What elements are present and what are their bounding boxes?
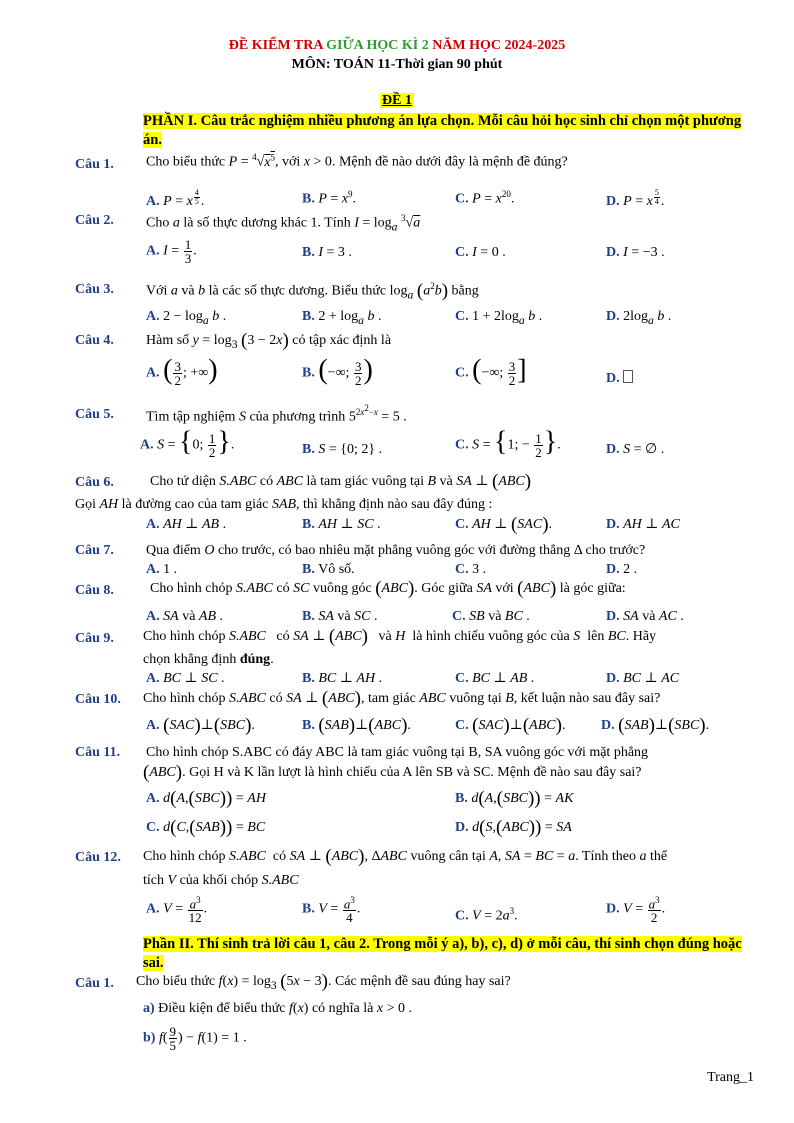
q3-option-a[interactable]: A. $2 - \log_a b$ . [146,309,227,327]
q11-option-a[interactable]: A. d(A,(SBC)) = AH [146,788,266,809]
part1-heading: PHẦN I. Câu trắc nghiệm nhiều phương án lựa chọn. Mỗi câu hỏi học sinh chỉ chọn một phương án. [143,113,742,148]
question-8-text: Cho hình chóp S.ABC có SC vuông góc (ABC). Góc giữa SA với (ABC) là góc giữa: [150,578,626,599]
question-6-label: Câu 6. [75,475,114,490]
q11-option-c[interactable]: C. d(C,(SAB)) = BC [146,817,266,838]
q9-option-b[interactable]: B. BC ⊥ AH . [302,671,383,686]
question-12-line2: tích V của khối chóp S.ABC [143,873,299,888]
question-12-text: Cho hình chóp S.ABC có SA ⊥ (ABC), ΔABC vuông cân tại A, SA = BC = a. Tính theo a thể [143,846,668,867]
q9-option-d[interactable]: D. BC ⊥ AC [606,671,680,686]
question-2-text: Cho a là số thực dương khác 1. Tính $I = \log_a ^3√a$ [146,213,421,234]
q7-option-c[interactable]: C. 3 . [455,562,487,577]
q4-option-c[interactable]: C. (−∞; $\frac{3}{2}$ ] [455,354,527,388]
q8-option-b[interactable]: B. SA và SC . [302,609,378,624]
q7-option-d[interactable]: D. 2 . [606,562,638,577]
q4-option-b[interactable]: B. (−∞; $\frac{3}{2}$ ) [302,354,373,388]
question-11-line2: (ABC). Gọi H và K lần lượt là hình chiếu của A lên SB và SC. Mệnh đề nào sau đây sai? [143,762,642,783]
question-9-label: Câu 9. [75,631,114,646]
q2-option-a[interactable]: A. I = $\frac{1}{3}$ . [146,237,197,266]
question-1-text: Cho biểu thức $P = ^4√x^5$, với x > 0. Mệnh đề nào dưới đây là mệnh đề đúng? [146,152,568,170]
q2-option-d[interactable]: D. I = −3 . [606,245,665,260]
question-7-label: Câu 7. [75,543,114,558]
q5-option-b[interactable]: B. S = {0; 2} . [302,442,383,457]
part2-q1-item-b[interactable]: b) f( $\frac{9}{5}$ ) − f(1) = 1 . [143,1024,247,1053]
q10-option-c[interactable]: C. (SAC)⊥(ABC). [455,715,566,736]
q8-option-d[interactable]: D. SA và AC . [606,609,684,624]
question-9-line2: chọn khẳng định đúng. [143,652,274,667]
part2-question-1-text: Cho biểu thức $f(x) = \log_3 (5x - 3)$. Các mệnh đề sau đúng hay sai? [136,971,511,992]
q6-option-c[interactable]: C. AH ⊥ (SAC). [455,514,553,535]
q2-option-b[interactable]: B. I = 3 . [302,245,352,260]
q7-option-a[interactable]: A. 1 . [146,562,178,577]
q6-option-b[interactable]: B. AH ⊥ SC . [302,517,381,532]
question-2-label: Câu 2. [75,213,114,228]
q5-option-a[interactable]: A. S = {0; $\frac{1}{2}$ }. [140,426,235,460]
question-6-line2: Gọi AH là đường cao của tam giác SAB, thì khẳng định nào sau đây đúng : [75,497,493,512]
q5-option-c[interactable]: C. S = {1; − $\frac{1}{2}$ }. [455,426,561,460]
question-12-label: Câu 12. [75,850,121,865]
q4-option-d[interactable]: D. [606,370,633,388]
question-6-text: Cho tứ diện S.ABC có ABC là tam giác vuông tại B và SA ⊥ (ABC) [150,471,532,492]
question-5-label: Câu 5. [75,407,114,422]
question-10-text: Cho hình chóp S.ABC có SA ⊥ (ABC), tam giác ABC vuông tại B, kết luận nào sau đây sai? [143,688,661,709]
question-5-text: Tìm tập nghiệm S của phương trình $5^{2x^2-x} = 5$ . [146,403,407,425]
question-4-label: Câu 4. [75,333,114,348]
question-7-text: Qua điểm O cho trước, có bao nhiêu mặt phẳng vuông góc với đường thẳng Δ cho trước? [146,543,646,558]
q1-option-a[interactable]: A. P = x $^{\frac{4}{5}}$ . [146,188,205,210]
q1-option-b[interactable]: B. $P = x^9$. [302,189,357,207]
q3-option-c[interactable]: C. $1 + 2\log_a$ b . [455,309,543,327]
q1-option-d[interactable]: D. P = x $^{\frac{5}{4}}$ . [606,188,665,210]
exam-subject: MÔN: TOÁN 11-Thời gian 90 phút [291,57,503,72]
question-1-label: Câu 1. [75,157,114,172]
q6-option-a[interactable]: A. AH ⊥ AB . [146,517,227,532]
question-3-label: Câu 3. [75,282,114,297]
q11-option-b[interactable]: B. d(A,(SBC)) = AK [455,788,574,809]
q4-option-a[interactable]: A. ( $\frac{3}{2}$ ; +∞) [146,354,218,388]
question-11-text: Cho hình chóp S.ABC có đáy ABC là tam giác vuông tại B, SA vuông góc với mặt phẳng [146,745,649,760]
exam-title: ĐỀ KIỂM TRA GIỮA HỌC KÌ 2 NĂM HỌC 2024-2025 [228,38,566,53]
q12-option-b[interactable]: B. V = $\frac{a^3}{4}$ . [302,895,361,926]
q12-option-d[interactable]: D. V = $\frac{a^3}{2}$ . [606,895,666,926]
question-3-text: Với a và b là các số thực dương. Biểu thức $\log_a (a^2b)$ bằng [146,280,479,302]
exam-version: ĐỀ 1 [382,93,412,108]
question-4-text: Hàm số $y = \log_3 (3 - 2x)$ có tập xác định là [146,330,392,351]
q1-option-c[interactable]: C. $P = x^{20}$. [455,189,515,207]
q12-option-a[interactable]: A. V = $\frac{a^3}{12}$ . [146,895,208,926]
q8-option-c[interactable]: C. SB và BC . [452,609,530,624]
q5-option-d[interactable]: D. S = ∅ . [606,442,665,457]
q8-option-a[interactable]: A. SA và AB . [146,609,224,624]
q9-option-c[interactable]: C. BC ⊥ AB . [455,671,535,686]
page-number: Trang_1 [707,1070,754,1085]
q12-option-c[interactable]: C. $V = 2a^3$. [455,906,518,924]
question-10-label: Câu 10. [75,692,121,707]
q2-option-c[interactable]: C. I = 0 . [455,245,506,260]
part2-q1-item-a[interactable]: a) Điều kiện để biểu thức f(x) có nghĩa là x > 0 . [143,1001,412,1016]
q3-option-d[interactable]: D. $2\log_a$ b . [606,309,672,327]
question-9-text: Cho hình chóp S.ABC có SA ⊥ (ABC) và H là hình chiếu vuông góc của S lên BC. Hãy [143,626,657,647]
part2-heading: Phần II. Thí sinh trả lời câu 1, câu 2. Trong mỗi ý a), b), c), d) ở mỗi câu, thí sinh chọn đúng hoặc sai. [143,936,742,971]
question-11-label: Câu 11. [75,745,121,760]
q10-option-b[interactable]: B. (SAB)⊥(ABC). [302,715,411,736]
q11-option-d[interactable]: D. d(S,(ABC)) = SA [455,817,572,838]
q6-option-d[interactable]: D. AH ⊥ AC [606,517,680,532]
q10-option-a[interactable]: A. (SAC)⊥(SBC). [146,715,255,736]
part2-question-1-label: Câu 1. [75,976,114,991]
q3-option-b[interactable]: B. $2 + \log_a b$ . [302,309,382,327]
question-8-label: Câu 8. [75,583,114,598]
q9-option-a[interactable]: A. BC ⊥ SC . [146,671,225,686]
q10-option-d[interactable]: D. (SAB)⊥(SBC). [601,715,710,736]
q7-option-b[interactable]: B. Vô số. [302,562,355,577]
